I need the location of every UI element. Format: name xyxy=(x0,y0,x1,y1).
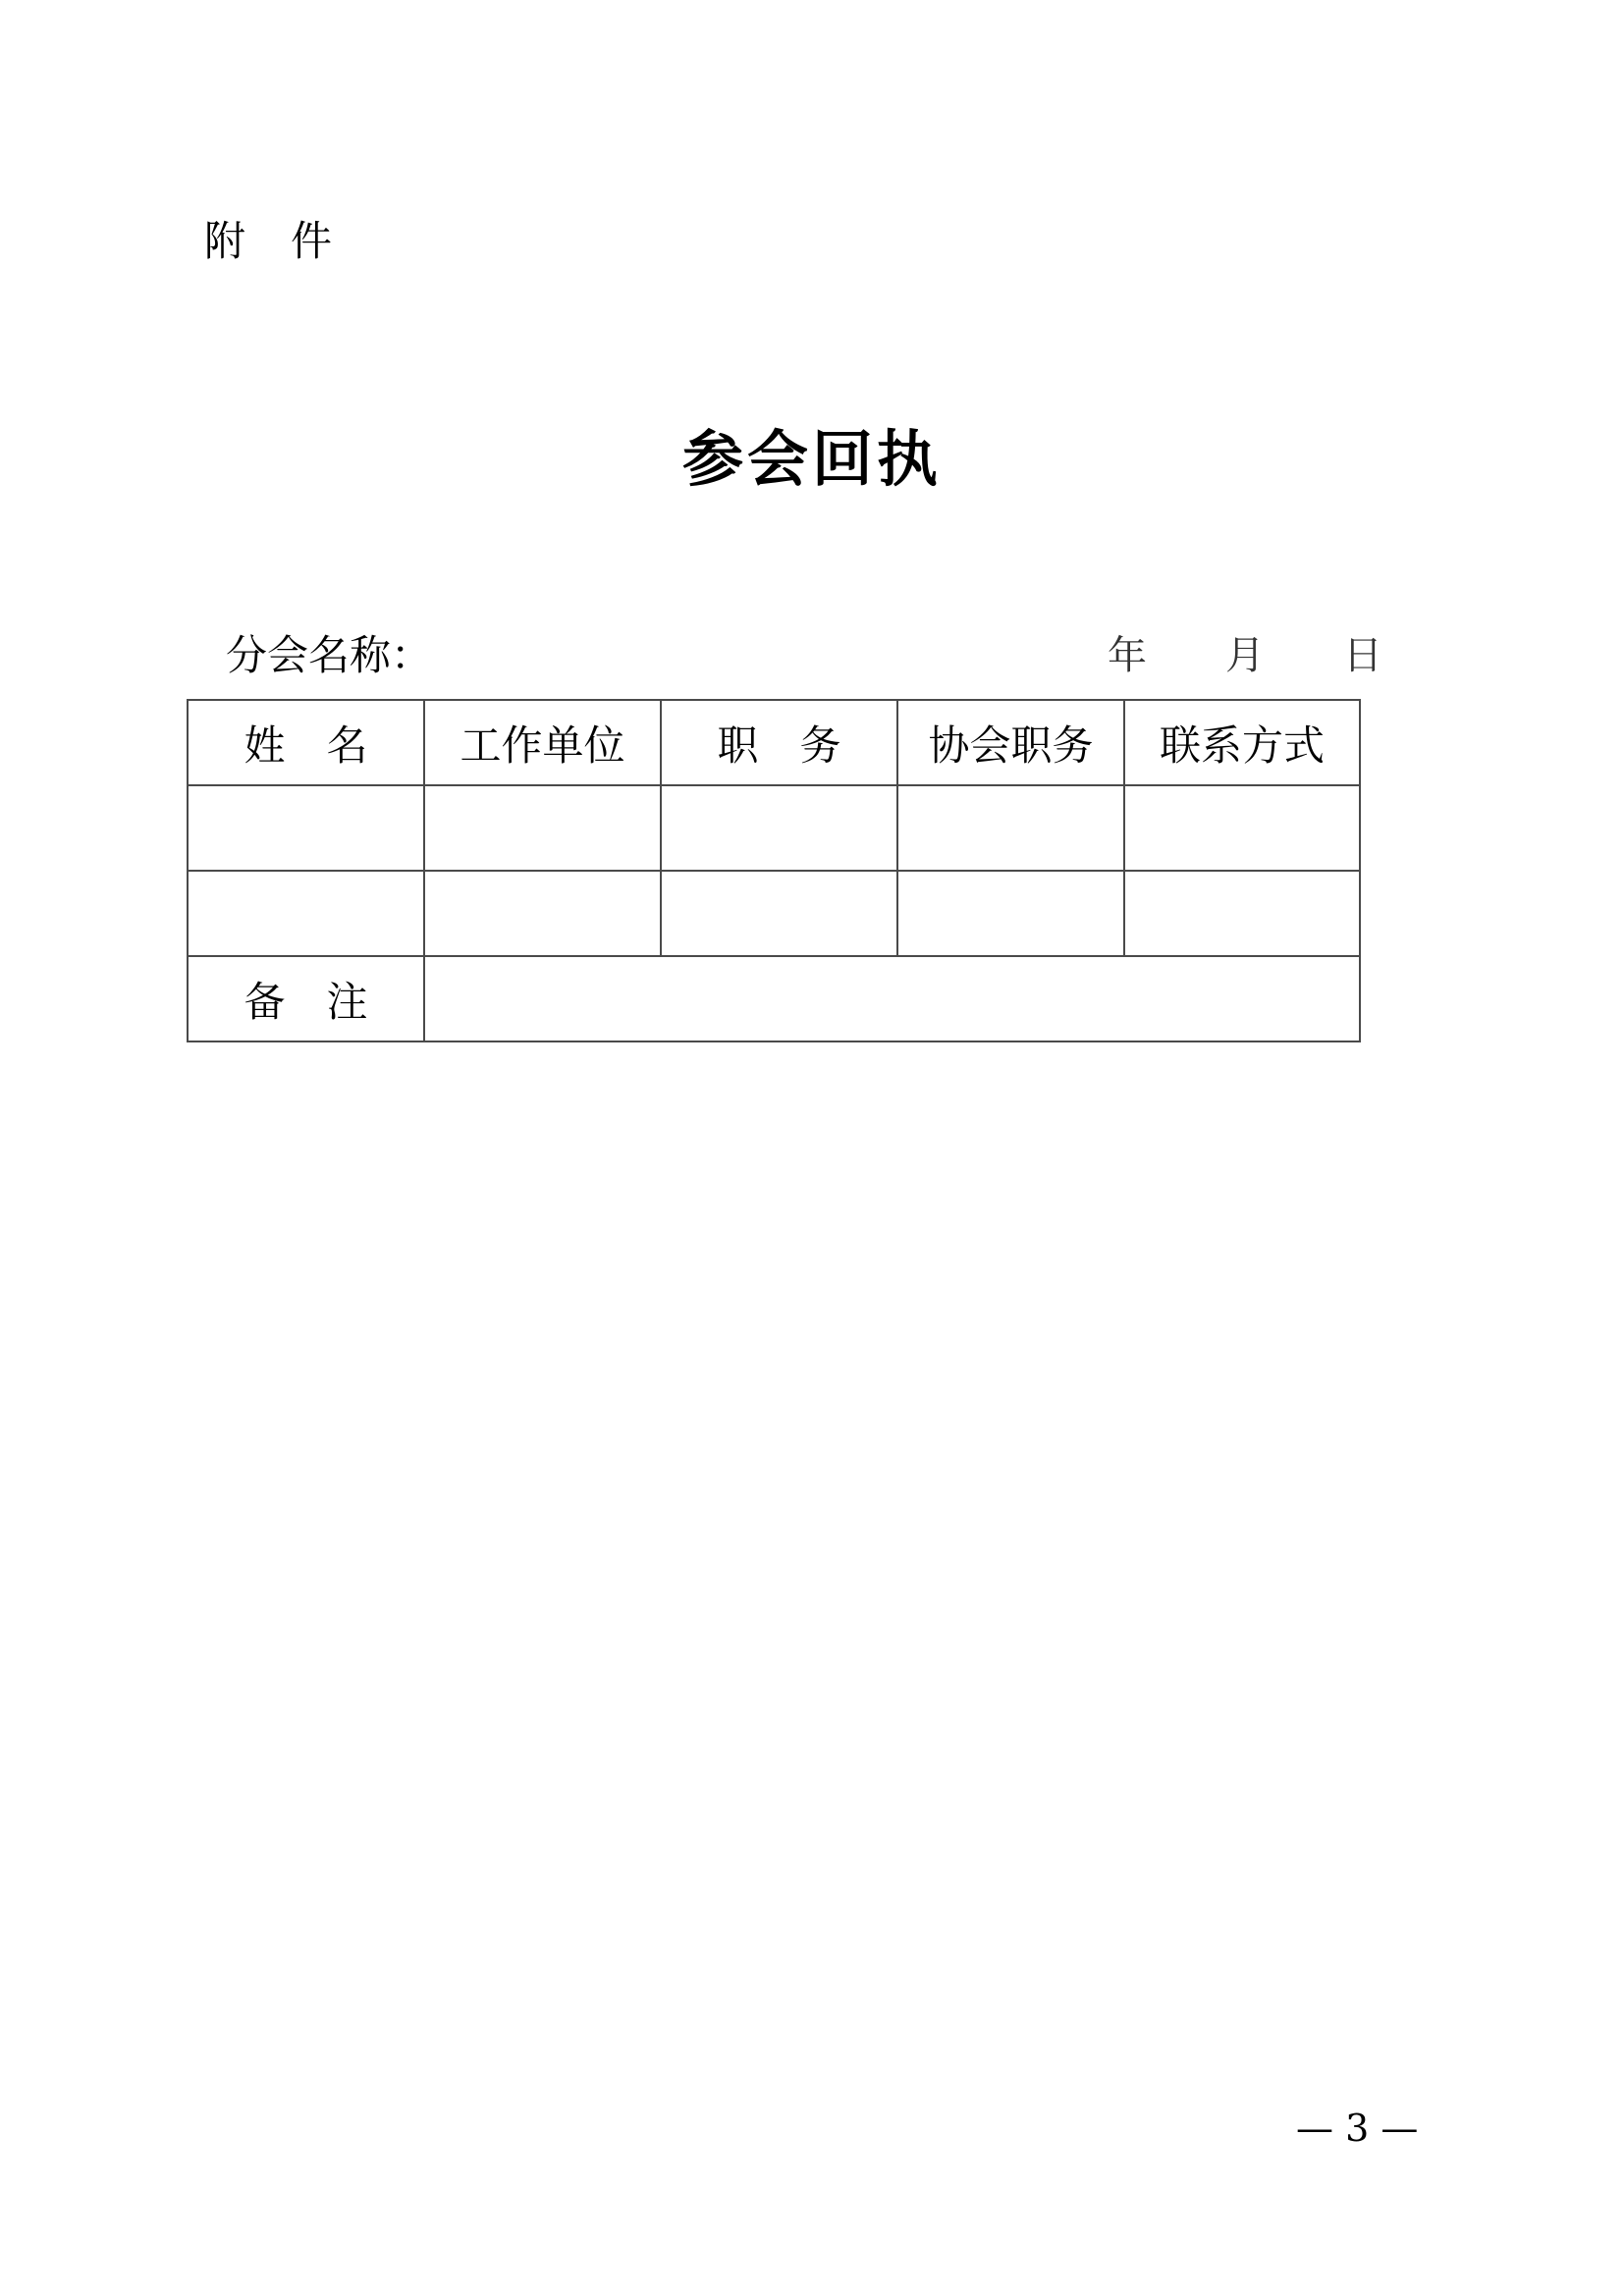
table-cell-position[interactable] xyxy=(661,871,897,956)
date-label: 年 月 日 xyxy=(1108,633,1382,678)
page-number: — 3 — xyxy=(1296,2107,1419,2150)
column-header-position: 职 务 xyxy=(661,700,897,785)
column-header-work-unit: 工作单位 xyxy=(424,700,661,785)
table-cell-work-unit[interactable] xyxy=(424,785,661,871)
receipt-table xyxy=(187,699,1361,1042)
table-row xyxy=(188,785,1360,871)
table-cell-work-unit[interactable] xyxy=(424,871,661,956)
table-cell-contact[interactable] xyxy=(1124,871,1360,956)
table-cell-name[interactable] xyxy=(188,871,424,956)
document-title: 参会回执 xyxy=(681,423,942,495)
table-header-row xyxy=(188,700,1360,785)
branch-name-label: 分会名称： xyxy=(226,631,433,679)
column-header-contact: 联系方式 xyxy=(1124,700,1360,785)
table-cell-position[interactable] xyxy=(661,785,897,871)
column-header-association-position: 协会职务 xyxy=(897,700,1124,785)
remarks-cell[interactable] xyxy=(424,956,1360,1041)
table-cell-name[interactable] xyxy=(188,785,424,871)
table-cell-contact[interactable] xyxy=(1124,785,1360,871)
remarks-label: 备 注 xyxy=(188,956,424,1041)
table-cell-association-position[interactable] xyxy=(897,871,1124,956)
attachment-label: 附 件 xyxy=(204,217,335,265)
table-cell-association-position[interactable] xyxy=(897,785,1124,871)
remarks-row xyxy=(188,956,1360,1041)
table-row xyxy=(188,871,1360,956)
column-header-name: 姓 名 xyxy=(188,700,424,785)
